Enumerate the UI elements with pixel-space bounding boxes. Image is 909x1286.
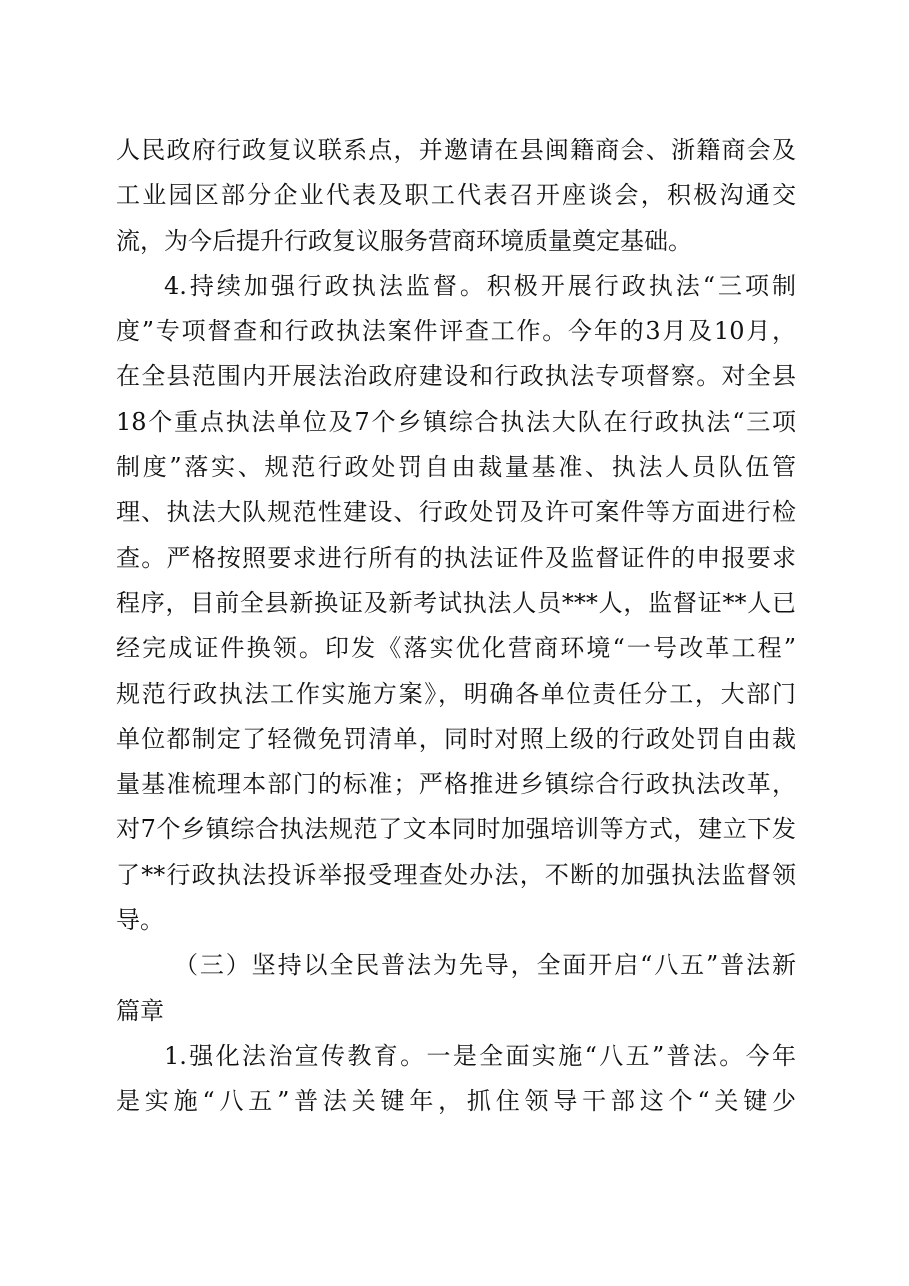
text-line-8: 制度”落实、规范行政处罚自由裁量基准、执法人员队伍管: [116, 453, 796, 482]
text-line-4-section-heading: 4.持续加强行政执法监督。积极开展行政执法“三项制: [164, 271, 796, 300]
text-line-2: 工业园区部分企业代表及职工代表召开座谈会，积极沟通交: [116, 181, 796, 210]
text-line-1: 人民政府行政复议联系点，并邀请在县闽籍商会、浙籍商会及: [116, 136, 796, 164]
text-line-11: 程序，目前全县新换证及新考试执法人员***人，监督证**人已: [116, 588, 796, 617]
text-line-14: 单位都制定了轻微免罚清单，同时对照上级的行政处罚自由裁: [116, 724, 796, 753]
text-line-10: 查。严格按照要求进行所有的执法证件及监督证件的申报要求: [116, 543, 796, 572]
text-line-7: 18个重点执法单位及7个乡镇综合执法大队在行政执法“三项: [116, 407, 796, 436]
text-line-3: 流，为今后提升行政复议服务营商环境质量奠定基础。: [116, 226, 692, 255]
document-body: [116, 128, 796, 1125]
section-heading-3-continued: 篇章: [116, 996, 164, 1025]
text-line-13: 规范行政执法工作实施方案》，明确各单位责任分工，大部门: [116, 679, 796, 708]
text-line-16: 对7个乡镇综合执法规范了文本同时加强培训等方式，建立下发: [116, 815, 796, 844]
section-heading-3: （三）坚持以全民普法为先导，全面开启“八五”普法新: [174, 951, 796, 980]
text-line-9: 理、执法大队规范性建设、行政处罚及许可案件等方面进行检: [116, 498, 796, 527]
text-line-15: 量基准梳理本部门的标准；严格推进乡镇综合行政执法改革，: [116, 770, 796, 799]
text-line-6: 在全县范围内开展法治政府建设和行政执法专项督察。对全县: [116, 362, 796, 391]
text-line-18: 导。: [116, 906, 164, 935]
text-line-12: 经完成证件换领。印发《落实优化营商环境“一号改革工程”: [116, 634, 796, 663]
text-line-5: 度”专项督查和行政执法案件评查工作。今年的3月及10月，: [116, 317, 796, 346]
text-line-22: 是实施“八五”普法关键年，抓住领导干部这个“关键少: [116, 1087, 796, 1116]
text-line-17: 了**行政执法投诉举报受理查处办法，不断的加强执法监督领: [116, 860, 796, 889]
text-line-21-subsection-heading: 1.强化法治宣传教育。一是全面实施“八五”普法。今年: [164, 1041, 796, 1070]
